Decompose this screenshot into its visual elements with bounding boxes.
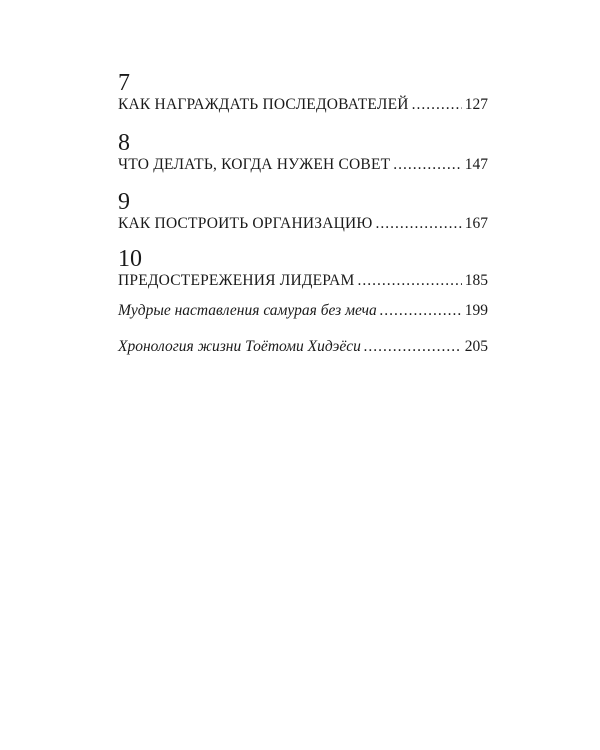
chapter-number: 9 [118,189,130,215]
dot-leader [412,96,462,114]
chapter-title: ЧТО ДЕЛАТЬ, КОГДА НУЖЕН СОВЕТ [118,156,391,173]
chapter-title: КАК НАГРАЖДАТЬ ПОСЛЕДОВАТЕЛЕЙ [118,96,409,113]
toc-chapter-7 [118,70,488,114]
toc-chapter-10 [118,246,488,290]
toc-entry [118,215,488,233]
appendix-title: Хронология жизни Тоётоми Хидэёси [118,338,361,355]
toc-chapter-9 [118,189,488,233]
dot-leader [393,156,461,174]
page-number: 199 [464,302,488,319]
appendix-title: Мудрые наставления самурая без меча [118,302,377,319]
toc-entry [118,272,488,290]
chapter-number: 8 [118,130,130,156]
chapter-number: 10 [118,246,142,272]
dot-leader [380,302,462,320]
chapter-title: КАК ПОСТРОИТЬ ОРГАНИЗАЦИЮ [118,215,373,232]
toc-entry [118,96,488,114]
page-number: 205 [464,338,488,355]
page-number: 185 [464,272,488,289]
toc-entry [118,338,488,356]
dot-leader [364,338,462,356]
dot-leader [358,272,462,290]
toc-chapter-8 [118,130,488,174]
page-number: 147 [464,156,488,173]
dot-leader [376,215,462,233]
toc-appendix-1 [118,302,488,320]
chapter-number: 7 [118,70,130,96]
page-number: 127 [464,96,488,113]
toc-appendix-2 [118,338,488,356]
page-number: 167 [464,215,488,232]
toc-entry [118,156,488,174]
toc-entry [118,302,488,320]
chapter-title: ПРЕДОСТЕРЕЖЕНИЯ ЛИДЕРАМ [118,272,355,289]
